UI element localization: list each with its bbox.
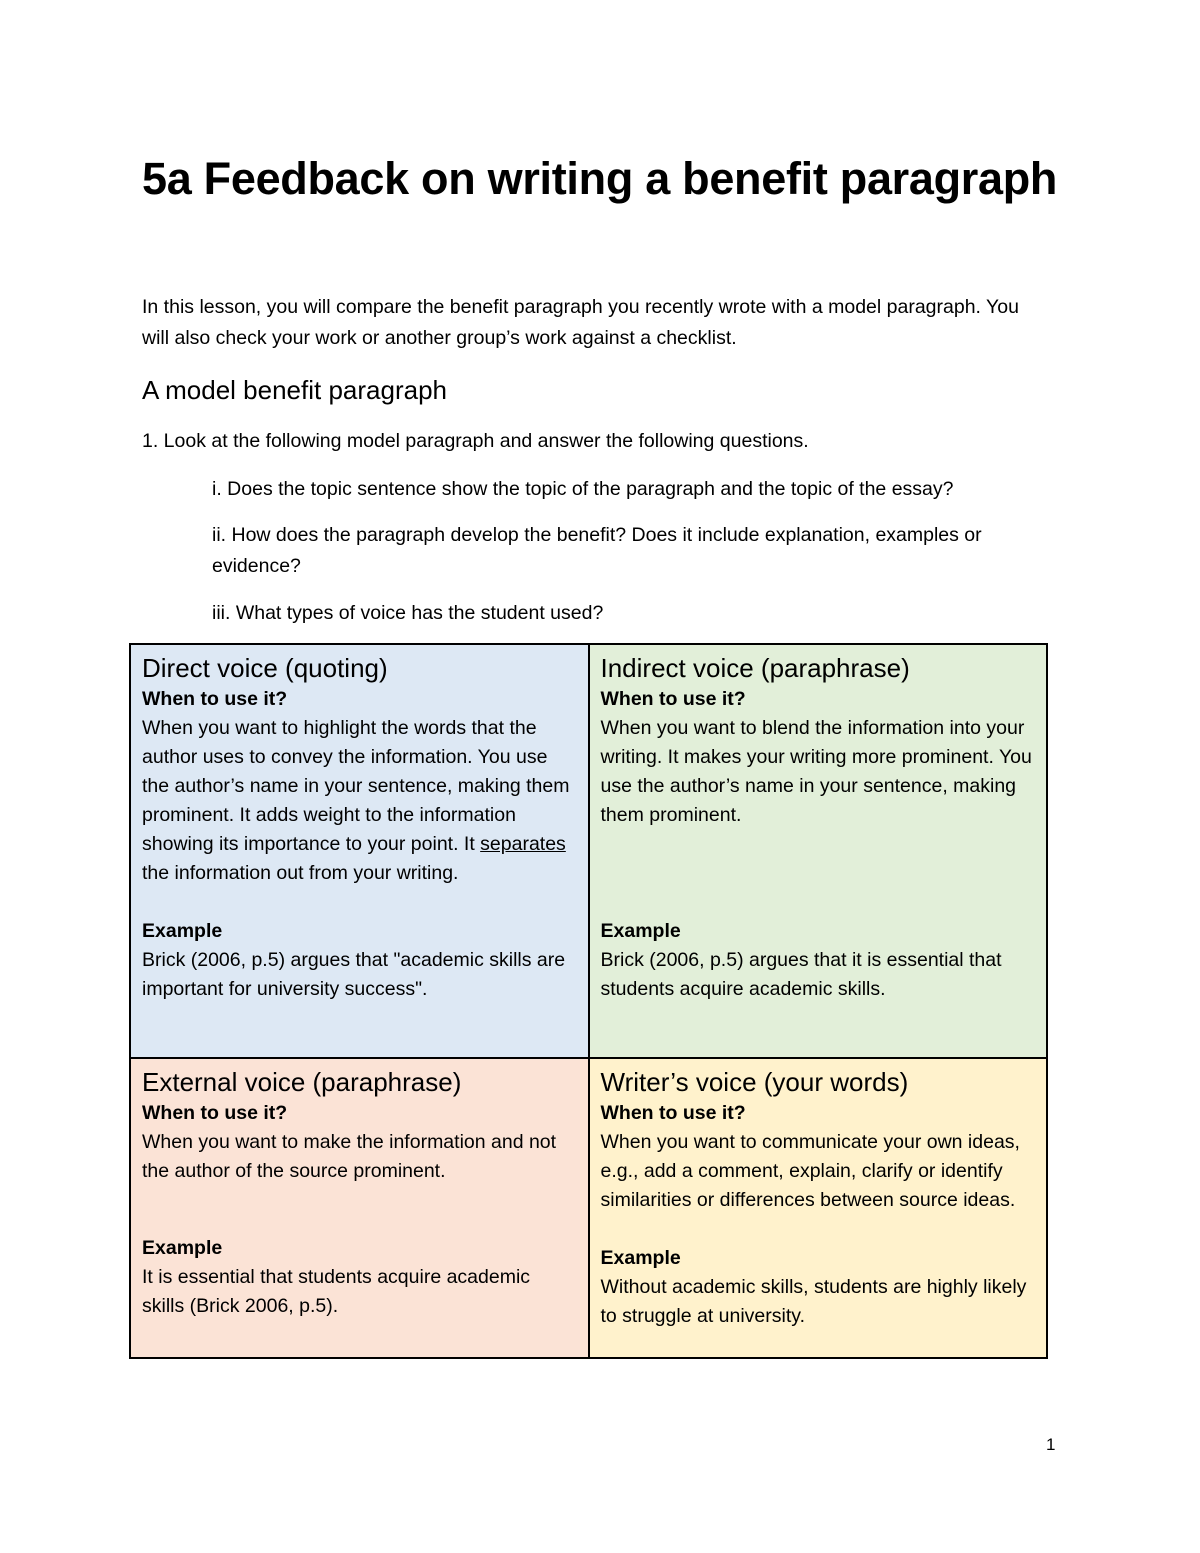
cell-title: External voice (paraphrase) <box>142 1067 462 1097</box>
when-text-part: When you want to highlight the words that the author uses to convey the information. You use the author’s name in your sentence, making them prominent. It adds weight to the information showing its importance to your point. It <box>142 717 570 855</box>
cell-title: Direct voice (quoting) <box>142 653 388 683</box>
example-label: Example <box>600 920 681 942</box>
table-row <box>130 644 1047 1058</box>
sub-question-i: i. Does the topic sentence show the topic of the paragraph and the topic of the essay? <box>212 478 954 500</box>
indirect-voice-cell <box>589 644 1048 1058</box>
example-label: Example <box>142 1237 223 1259</box>
example-text: Brick (2006, p.5) argues that it is essential that students acquire academic skills. <box>600 949 1002 1000</box>
when-text-part: the information out from your writing. <box>142 862 459 884</box>
cell-title: Indirect voice (paraphrase) <box>600 653 910 683</box>
direct-voice-cell <box>130 644 589 1058</box>
sub-question-iii: iii. What types of voice has the student used? <box>212 602 604 624</box>
intro-paragraph: In this lesson, you will compare the benefit paragraph you recently wrote with a model paragraph. You will also check your work or another group’s work against a checklist. <box>142 296 1019 349</box>
example-label: Example <box>142 920 223 942</box>
example-text: Without academic skills, students are highly likely to struggle at university. <box>600 1276 1027 1327</box>
when-text: When you want to make the information and not the author of the source prominent. <box>142 1131 557 1182</box>
when-label: When to use it? <box>600 1102 746 1124</box>
when-label: When to use it? <box>600 688 746 710</box>
external-voice-cell <box>130 1058 589 1358</box>
example-text: It is essential that students acquire academic skills (Brick 2006, p.5). <box>142 1266 531 1317</box>
when-label: When to use it? <box>142 688 288 710</box>
question-1: 1. Look at the following model paragraph and answer the following questions. <box>142 430 809 452</box>
when-text: When you want to blend the information into your writing. It makes your writing more prominent. You use the author’s name in your sentence, making them prominent. <box>600 717 1032 826</box>
cell-title: Writer’s voice (your words) <box>600 1067 909 1097</box>
voice-types-table <box>129 643 1048 1359</box>
sub-question-ii: ii. How does the paragraph develop the benefit? Does it include explanation, examples or evidence? <box>212 524 982 577</box>
page-number: 1 <box>1046 1435 1056 1454</box>
page-title: 5a Feedback on writing a benefit paragraph <box>142 153 1058 204</box>
example-label: Example <box>600 1247 681 1269</box>
example-text: Brick (2006, p.5) argues that "academic skills are important for university success". <box>142 949 566 1000</box>
table-row <box>130 1058 1047 1358</box>
when-text <box>142 714 578 888</box>
when-text: When you want to communicate your own ideas, e.g., add a comment, explain, clarify or identify similarities or differences between source ideas. <box>600 1131 1020 1211</box>
when-label: When to use it? <box>142 1102 288 1124</box>
writer-voice-cell <box>589 1058 1048 1358</box>
section-heading: A model benefit paragraph <box>142 375 447 405</box>
underlined-word: separates <box>480 833 566 855</box>
